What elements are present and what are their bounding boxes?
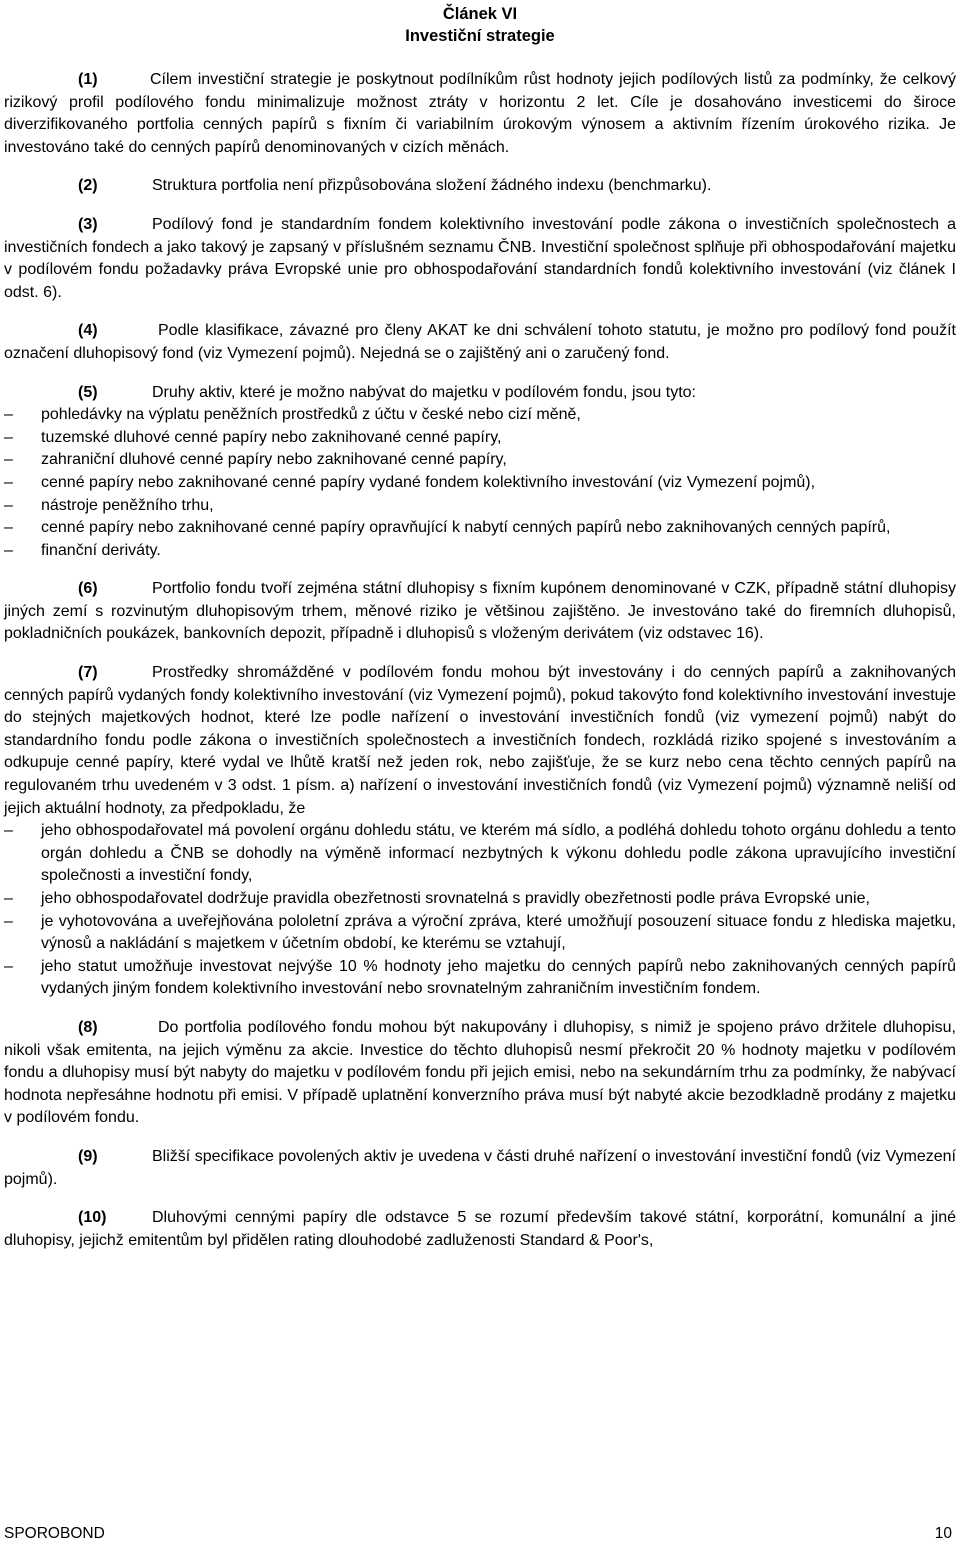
paragraph-text: Struktura portfolia není přizpůsobována složení žádného indexu (benchmarku). [152, 177, 712, 195]
paragraph-text: Prostředky shromážděné v podílovém fondu mohou být investovány i do cenných papírů a zaknihovaných cenných papírů vydaných fondy kolektivního investování (viz Vymezení pojmů), pokud takovýto fond kolektivního investování investuje do stejných majetkových hodnot, které lze podle nařízení o investování investičních fondů (viz vymezení pojmů) nabýt do standardního fondu podle zákona o investičních společnostech a investičních fondech, rozkládá riziko spojené s investováním a odkupuje cenné papíry, které vydal ve lhůtě kratší než jeden rok, nebo zajišťuje, že se kurz nebo cena těchto cenných papírů na regulovaném trhu uvedeném v 3 odst. 1 písm. a) nařízení o investování investičních fondů (viz Vymezení pojmů) významně neliší od jejich aktuální hodnoty, za předpokladu, že [4, 664, 956, 817]
fund-conditions-list [4, 820, 956, 1001]
paragraph-text: Podle klasifikace, závazné pro členy AKAT ke dni schválení tohoto statutu, je možno pro podílový fond použít označení dluhopisový fond (viz Vymezení pojmů). Nejedná se o zajištěný ani o zaručený fond. [4, 322, 956, 362]
paragraph-2 [4, 175, 956, 198]
asset-types-list [4, 404, 956, 562]
list-item: – tuzemské dluhové cenné papíry nebo zaknihované cenné papíry, [4, 428, 502, 446]
paragraph-number: (2) [78, 177, 98, 195]
paragraph-5 [4, 382, 956, 405]
article-subheading: Investiční strategie [405, 27, 555, 45]
list-item: – cenné papíry nebo zaknihované cenné papíry vydané fondem kolektivního investování (viz Vymezení pojmů), [4, 473, 816, 491]
paragraph-1 [4, 69, 956, 159]
page-number: 10 [934, 1525, 952, 1542]
list-item: – je vyhotovována a uveřejňována pololetní zpráva a výroční zpráva, které umožňují posouzení situace fondu z hlediska majetku, výnosů a nakládání s majetkem v účetním období, ke kterému se vztahují, [4, 912, 956, 953]
list-item: – finanční deriváty. [4, 541, 161, 559]
paragraph-number: (10) [78, 1209, 107, 1227]
list-item: – cenné papíry nebo zaknihované cenné papíry opravňující k nabytí cenných papírů nebo zaknihovaných cenných papírů, [4, 519, 891, 537]
paragraph-7 [4, 662, 956, 820]
list-item: – jeho obhospodařovatel má povolení orgánu dohledu státu, ve kterém má sídlo, a podléhá dohledu tohoto orgánu dohledu a tento orgán dohledu a ČNB se dohodly na výměně informací nezbytných k výkonu dohledu podle zákona upravujícího investiční společnosti a investiční fondy, [4, 822, 956, 885]
footer-fund-name: SPOROBOND [4, 1525, 105, 1542]
paragraph-text: Podílový fond je standardním fondem kolektivního investování podle zákona o investičních společnostech a investičních fondech a jako takový je zapsaný v příslušném seznamu ČNB. Investiční společnost splňuje při obhospodařování majetku v podílovém fondu požadavky práva Evropské unie pro obhospodařování standardních fondů kolektivního investování (viz článek I odst. 6). [4, 215, 956, 301]
list-item: – zahraniční dluhové cenné papíry nebo zaknihované cenné papíry, [4, 451, 507, 469]
paragraph-text: Druhy aktiv, které je možno nabývat do majetku v podílovém fondu, jsou tyto: [152, 383, 696, 401]
paragraph-3 [4, 214, 956, 304]
paragraph-4 [4, 320, 956, 365]
document-page [4, 0, 956, 1542]
paragraph-text: Portfolio fondu tvoří zejména státní dluhopisy s fixním kupónem denominované v CZK, případně státní dluhopisy jiných zemí s rozvinutým dluhopisovým trhem, měnové riziko je většinou zajištěno. Je investováno také do firemních dluhopisů, pokladničních poukázek, bankovních depozit, případně i dluhopisů s vloženým derivátem (viz odstavec 16). [4, 580, 956, 643]
paragraph-number: (6) [78, 580, 98, 598]
paragraph-number: (4) [78, 322, 98, 340]
paragraph-text: Cílem investiční strategie je poskytnout podílníkům růst hodnoty jejich podílových listů za podmínky, že celkový rizikový profil podílového fondu minimalizuje možnost ztráty v horizontu 2 let. Cíle je dosahováno investicemi do široce diverzifikovaného portfolia cenných papírů s fixním či variabilním úrokovým výnosem a aktivním řízením úrokového rizika. Je investováno také do cenných papírů denominovaných v cizích měnách. [4, 71, 956, 156]
article-title [4, 3, 956, 47]
paragraph-number: (9) [78, 1147, 98, 1165]
paragraph-6 [4, 578, 956, 646]
page-footer [4, 1525, 956, 1545]
list-item: – jeho obhospodařovatel dodržuje pravidla obezřetnosti srovnatelná s pravidly obezřetnosti podle práva Evropské unie, [4, 890, 870, 907]
paragraph-number: (7) [78, 664, 98, 682]
list-item: – pohledávky na výplatu peněžních prostředků z účtu v české nebo cizí měně, [4, 406, 581, 424]
paragraph-8 [4, 1017, 956, 1130]
list-item: – nástroje peněžního trhu, [4, 496, 214, 514]
article-heading: Článek VI [442, 5, 518, 23]
paragraph-number: (1) [78, 71, 98, 88]
list-item: – jeho statut umožňuje investovat nejvýše 10 % hodnoty jeho majetku do cenných papírů nebo zaknihovaných cenných papírů vydaných jiným fondem kolektivního investování nebo srovnatelným zahraničním investičním fondem. [4, 957, 956, 998]
paragraph-number: (5) [78, 383, 98, 401]
paragraph-text: Dluhovými cennými papíry dle odstavce 5 se rozumí především takové státní, korporátní, komunální a jiné dluhopisy, jejichž emitentům byl přidělen rating dlouhodobé zadluženosti Standard & Poor's, [4, 1209, 956, 1249]
paragraph-text: Do portfolia podílového fondu mohou být nakupovány i dluhopisy, s nimiž je spojeno právo držitele dluhopisu, nikoli však emitenta, na jejich výměnu za akcie. Investice do těchto dluhopisů nesmí překročit 20 % hodnoty majetku v podílovém fondu a dluhopisy musí být nabyty do majetku v podílovém fondu při jejich emisi, nebo na sekundárním trhu za podmínky, že nabývací hodnota nepřesáhne hodnotu při emisi. V případě uplatnění konverzního práva musí být nabyté akcie bezodkladně prodány z majetku v podílovém fondu. [4, 1018, 956, 1127]
paragraph-9 [4, 1146, 956, 1191]
paragraph-number: (3) [78, 215, 98, 233]
paragraph-number: (8) [78, 1018, 98, 1036]
paragraph-text: Bližší specifikace povolených aktiv je uvedena v části druhé nařízení o investování investiční fondů (viz Vymezení pojmů). [4, 1147, 956, 1188]
paragraph-10 [4, 1207, 956, 1252]
